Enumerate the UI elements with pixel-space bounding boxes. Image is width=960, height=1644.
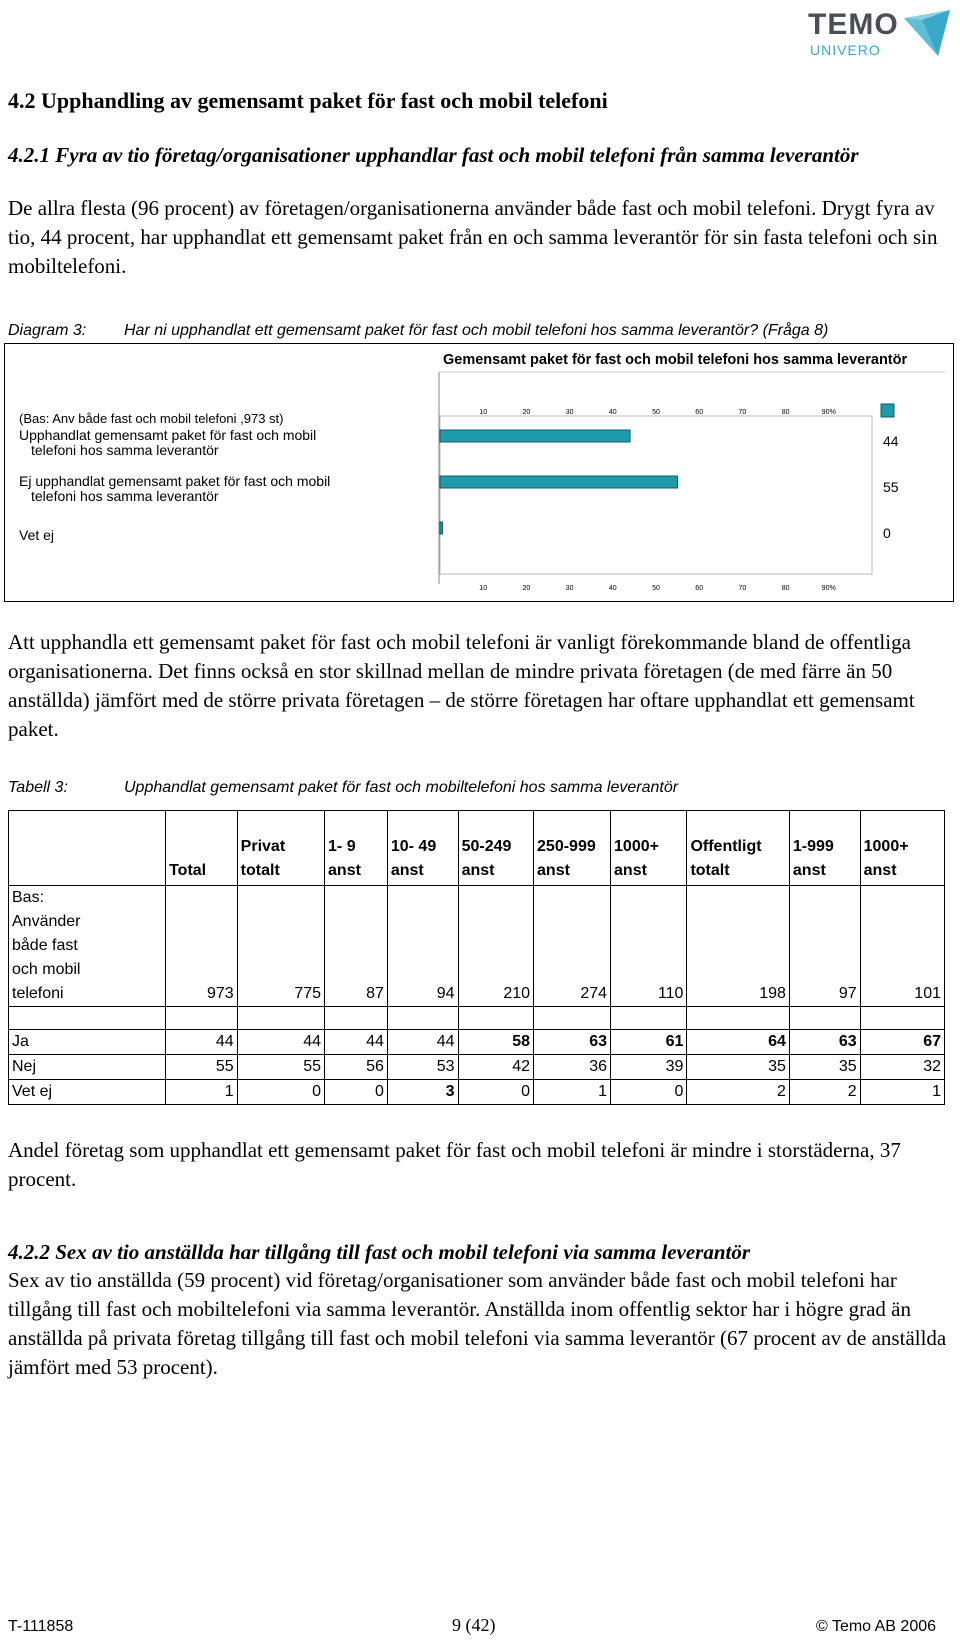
table-row <box>9 1055 945 1080</box>
x-tick-label-bottom: 10 <box>479 585 488 592</box>
empty-cell <box>687 1007 789 1030</box>
table-spacer-row <box>9 1007 945 1030</box>
table-base-row <box>9 886 945 1007</box>
row-label: Nej <box>9 1055 166 1080</box>
column-header: Offentligt totalt <box>687 811 789 886</box>
empty-cell <box>860 1007 944 1030</box>
column-header: 1- 9 anst <box>325 811 388 886</box>
chart-title: Gemensamt paket för fast och mobil telefoni hos samma leverantör <box>443 352 908 368</box>
results-table <box>8 810 945 1105</box>
empty-cell <box>325 1007 388 1030</box>
table-row <box>9 1080 945 1105</box>
bar-value-label: 55 <box>883 479 899 495</box>
table-cell: 35 <box>687 1055 789 1080</box>
table-cell: 0 <box>237 1080 324 1105</box>
x-tick-label-top: 70 <box>738 409 747 416</box>
x-tick-label-bottom: 50 <box>652 585 660 592</box>
x-tick-label-top: 50 <box>652 409 660 416</box>
column-header: 1000+ anst <box>611 811 687 886</box>
table-cell: 44 <box>166 1030 238 1055</box>
table-cell: 64 <box>687 1030 789 1055</box>
category-label: Ej upphandlat gemensamt paket för fast och mobil <box>19 473 331 489</box>
base-value: 110 <box>611 886 687 1007</box>
base-value: 210 <box>458 886 533 1007</box>
category-label: Vet ej <box>19 527 55 543</box>
x-tick-label-bottom: 60 <box>695 585 704 592</box>
table-cell: 0 <box>325 1080 388 1105</box>
table-cell: 44 <box>387 1030 458 1055</box>
x-tick-label-bottom: 20 <box>522 585 531 592</box>
base-value: 973 <box>166 886 238 1007</box>
x-tick-label-top: 10 <box>479 409 488 416</box>
table-cell: 44 <box>237 1030 324 1055</box>
footer-copyright: © Temo AB 2006 <box>816 1618 937 1635</box>
table-cell: 42 <box>458 1055 533 1080</box>
empty-cell <box>534 1007 611 1030</box>
bar <box>440 476 678 488</box>
table-cell: 0 <box>458 1080 533 1105</box>
base-value: 274 <box>534 886 611 1007</box>
x-tick-label-top: 40 <box>608 409 617 416</box>
table-cell: 53 <box>387 1055 458 1080</box>
table-cell: 0 <box>611 1080 687 1105</box>
subsection-heading-2: 4.2.2 Sex av tio anställda har tillgång till fast och mobil telefoni via samma leverantör <box>8 1240 751 1264</box>
table-caption-text: Upphandlat gemensamt paket för fast och mobiltelefoni hos samma leverantör <box>124 779 679 796</box>
table-cell: 55 <box>237 1055 324 1080</box>
column-header: 1000+ anst <box>860 811 944 886</box>
table-cell: 36 <box>534 1055 611 1080</box>
bar <box>440 522 443 534</box>
paragraph-1: De allra flesta (96 procent) av företagen/organisationerna använder både fast och mobil telefoni. Drygt fyra av tio, 44 procent, har upphandlat ett gemensamt paket från en och samma leverantör för sin fasta telefoni och sin mobiltelefoni. <box>8 196 938 278</box>
x-tick-label-bottom: 70 <box>738 585 747 592</box>
category-label: telefoni hos samma leverantör <box>31 442 219 458</box>
base-value: 94 <box>387 886 458 1007</box>
empty-cell <box>387 1007 458 1030</box>
table-cell: 63 <box>789 1030 860 1055</box>
base-value: 198 <box>687 886 789 1007</box>
column-header: Total <box>166 811 238 886</box>
bar-value-label: 0 <box>883 525 891 541</box>
table-cell: 55 <box>166 1055 238 1080</box>
paragraph-2: Att upphandla ett gemensamt paket för fast och mobil telefoni är vanligt förekommande bland de offentliga organisationerna. Det finns också en stor skillnad mellan de mindre privata företagen (de med färre än 50 anställda) jämfört med de större privata företagen – de större företagen har oftare upphandlat ett gemensamt paket. <box>8 630 915 741</box>
footer-page-number: 9 (42) <box>452 1615 496 1635</box>
paragraph-4: Sex av tio anställda (59 procent) vid företag/organisationer som använder både fast och mobil telefoni har tillgång till fast och mobiltelefoni via samma leverantör. Anställda inom offentlig sektor har i högre grad än anställda på privata företag tillgång till fast och mobil telefoni via samma leverantör (67 procent av de anställda jämfört med 53 procent). <box>8 1268 947 1379</box>
empty-cell <box>611 1007 687 1030</box>
diagram-caption <box>8 322 829 340</box>
chart-base-note: (Bas: Anv både fast och mobil telefoni ,973 st) <box>19 411 284 426</box>
table-cell: 63 <box>534 1030 611 1055</box>
column-header: 1-999 anst <box>789 811 860 886</box>
column-header: 250-999 anst <box>534 811 611 886</box>
table-header-row <box>9 811 945 886</box>
diagram-caption-label: Diagram 3: <box>8 322 87 339</box>
logo-subname: UNIVERO <box>810 42 881 58</box>
chart-svg <box>5 344 955 603</box>
column-header: 10- 49 anst <box>387 811 458 886</box>
column-header: Privat totalt <box>237 811 324 886</box>
bar-chart <box>4 343 954 602</box>
bar-value-label: 44 <box>883 433 899 449</box>
empty-cell <box>237 1007 324 1030</box>
diagram-caption-text: Har ni upphandlat ett gemensamt paket för fast och mobil telefoni hos samma leverantör? (Fråga 8) <box>124 322 829 339</box>
x-tick-label-top: 60 <box>695 409 704 416</box>
base-value: 775 <box>237 886 324 1007</box>
base-value: 87 <box>325 886 388 1007</box>
footer-doc-id: T-111858 <box>8 1618 74 1635</box>
subsection-heading-1: 4.2.1 Fyra av tio företag/organisationer upphandlar fast och mobil telefoni från samma leverantör <box>8 143 859 167</box>
base-value: 101 <box>860 886 944 1007</box>
table-row <box>9 1030 945 1055</box>
empty-cell <box>166 1007 238 1030</box>
table-cell: 1 <box>166 1080 238 1105</box>
x-tick-label-bottom: 40 <box>608 585 617 592</box>
table-cell: 35 <box>789 1055 860 1080</box>
table-cell: 39 <box>611 1055 687 1080</box>
table-cell: 56 <box>325 1055 388 1080</box>
x-tick-label-top: 80 <box>781 409 790 416</box>
logo-mark-icon <box>902 8 954 58</box>
base-value: 97 <box>789 886 860 1007</box>
empty-cell <box>9 1007 166 1030</box>
column-header <box>9 811 166 886</box>
row-label: Ja <box>9 1030 166 1055</box>
section-heading: 4.2 Upphandling av gemensamt paket för fast och mobil telefoni <box>8 88 608 113</box>
table-cell: 2 <box>789 1080 860 1105</box>
x-tick-label-top: 90% <box>821 409 836 416</box>
x-tick-label-bottom: 80 <box>781 585 790 592</box>
row-label: Vet ej <box>9 1080 166 1105</box>
table-cell: 3 <box>387 1080 458 1105</box>
table-cell: 61 <box>611 1030 687 1055</box>
table-cell: 32 <box>860 1055 944 1080</box>
x-tick-label-top: 30 <box>565 409 574 416</box>
empty-cell <box>458 1007 533 1030</box>
table-caption-label: Tabell 3: <box>8 779 68 796</box>
category-label: Upphandlat gemensamt paket för fast och mobil <box>19 427 317 443</box>
table-caption <box>8 779 679 797</box>
table-cell: 1 <box>860 1080 944 1105</box>
category-label: telefoni hos samma leverantör <box>31 488 219 504</box>
logo-name: TEMO <box>808 8 899 41</box>
table-cell: 44 <box>325 1030 388 1055</box>
paragraph-3: Andel företag som upphandlat ett gemensamt paket för fast och mobil telefoni är mindre i storstäderna, 37 procent. <box>8 1138 901 1191</box>
x-tick-label-bottom: 90% <box>821 585 836 592</box>
legend-swatch <box>881 404 894 417</box>
table-cell: 58 <box>458 1030 533 1055</box>
column-header: 50-249 anst <box>458 811 533 886</box>
x-tick-label-top: 20 <box>522 409 531 416</box>
temo-logo <box>808 8 956 64</box>
bar <box>440 430 630 442</box>
base-label: Bas: Använder både fast och mobil telefoni <box>9 886 166 1007</box>
empty-cell <box>789 1007 860 1030</box>
table-cell: 1 <box>534 1080 611 1105</box>
x-tick-label-bottom: 30 <box>565 585 574 592</box>
table-cell: 2 <box>687 1080 789 1105</box>
table-cell: 67 <box>860 1030 944 1055</box>
